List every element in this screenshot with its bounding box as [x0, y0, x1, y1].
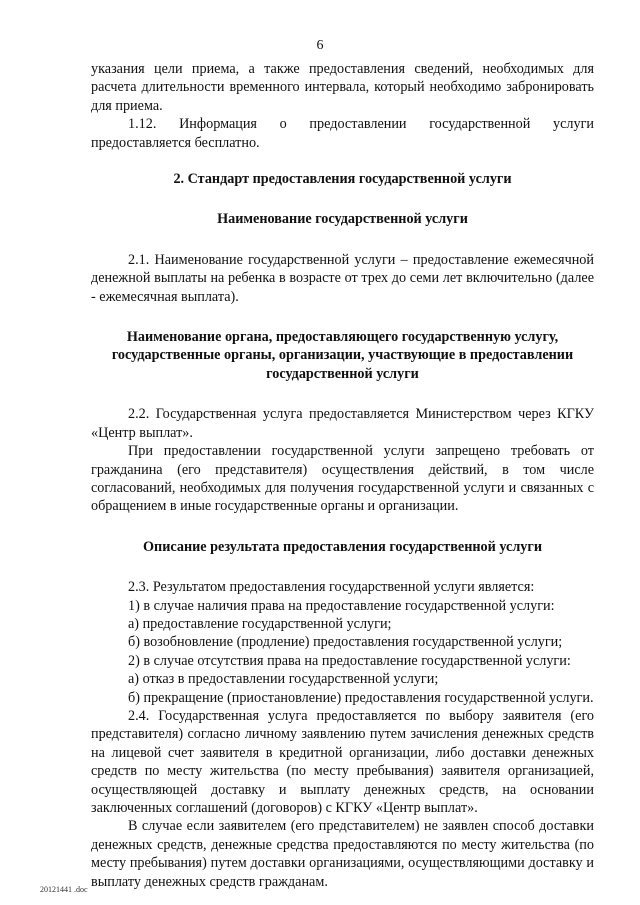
list-item-case-1a: а) предоставление государственной услуги; — [128, 615, 392, 632]
paragraph-continuation: указания цели приема, а также предоставления сведений, необходимых для расчета длительности временного интервала, который необходимо забронировать для приема. — [91, 61, 594, 114]
list-item-case-2b: б) прекращение (приостановление) предоставления государственной услуги. — [128, 689, 594, 706]
paragraph-2-4: 2.4. Государственная услуга предоставляется по выбору заявителя (его представителя) согласно личному заявлению путем зачисления денежных средств на лицевой счет заявителя в кредитной организации, либо доставки денежных средств по месту жительства (по месту пребывания) заявителя организацией, осуществляющей доставку и выплату денежных средств, на основании заключенных соглашений (договоров) с КГКУ «Центр выплат». — [91, 707, 594, 816]
section-heading-2: 2. Стандарт предоставления государственной услуги — [173, 171, 512, 188]
paragraph-2-1: 2.1. Наименование государственной услуги – предоставление ежемесячной денежной выплаты на ребенка в возрасте от трех до семи лет включительно (далее - ежемесячная выплата). — [91, 251, 594, 305]
list-item-case-1b: б) возобновление (продление) предоставления государственной услуги; — [128, 634, 563, 651]
subheading-providing-organ: Наименование органа, предоставляющего государственную услугу, государственные органы, организации, участвующие в предоставлении государственной услуги — [111, 329, 574, 382]
list-item-case-2a: а) отказ в предоставлении государственной услуги; — [128, 671, 439, 688]
paragraph-2-2: 2.2. Государственная услуга предоставляется Министерством через КГКУ «Центр выплат». — [91, 406, 594, 441]
list-item-case-1: 1) в случае наличия права на предоставление государственной услуги: — [128, 597, 555, 614]
paragraph-2-3: 2.3. Результатом предоставления государственной услуги является: — [128, 579, 535, 596]
document-body — [91, 60, 594, 891]
paragraph-1-12: 1.12. Информация о предоставлении государственной услуги предоставляется бесплатно. — [91, 116, 594, 151]
page-number: 6 — [316, 38, 324, 53]
paragraph-prohibition: При предоставлении государственной услуги запрещено требовать от гражданина (его представителя) осуществления действий, в том числе согласований, необходимых для получения государственной услуги и связанных с обращением в иные государственные органы и организации. — [91, 443, 594, 515]
paragraph-no-delivery-method: В случае если заявителем (его представителем) не заявлен способ доставки денежных средств, денежные средства предоставляются по месту жительства (по месту пребывания) путем доставки организациями, осуществляющими доставку и выплату денежных средств гражданам. — [91, 818, 594, 890]
footer-filename: 20121441 .doc — [40, 885, 88, 894]
subheading-service-name: Наименование государственной услуги — [217, 211, 468, 228]
list-item-case-2: 2) в случае отсутствия права на предоставление государственной услуги: — [128, 652, 571, 669]
subheading-result-description: Описание результата предоставления государственной услуги — [143, 538, 542, 555]
